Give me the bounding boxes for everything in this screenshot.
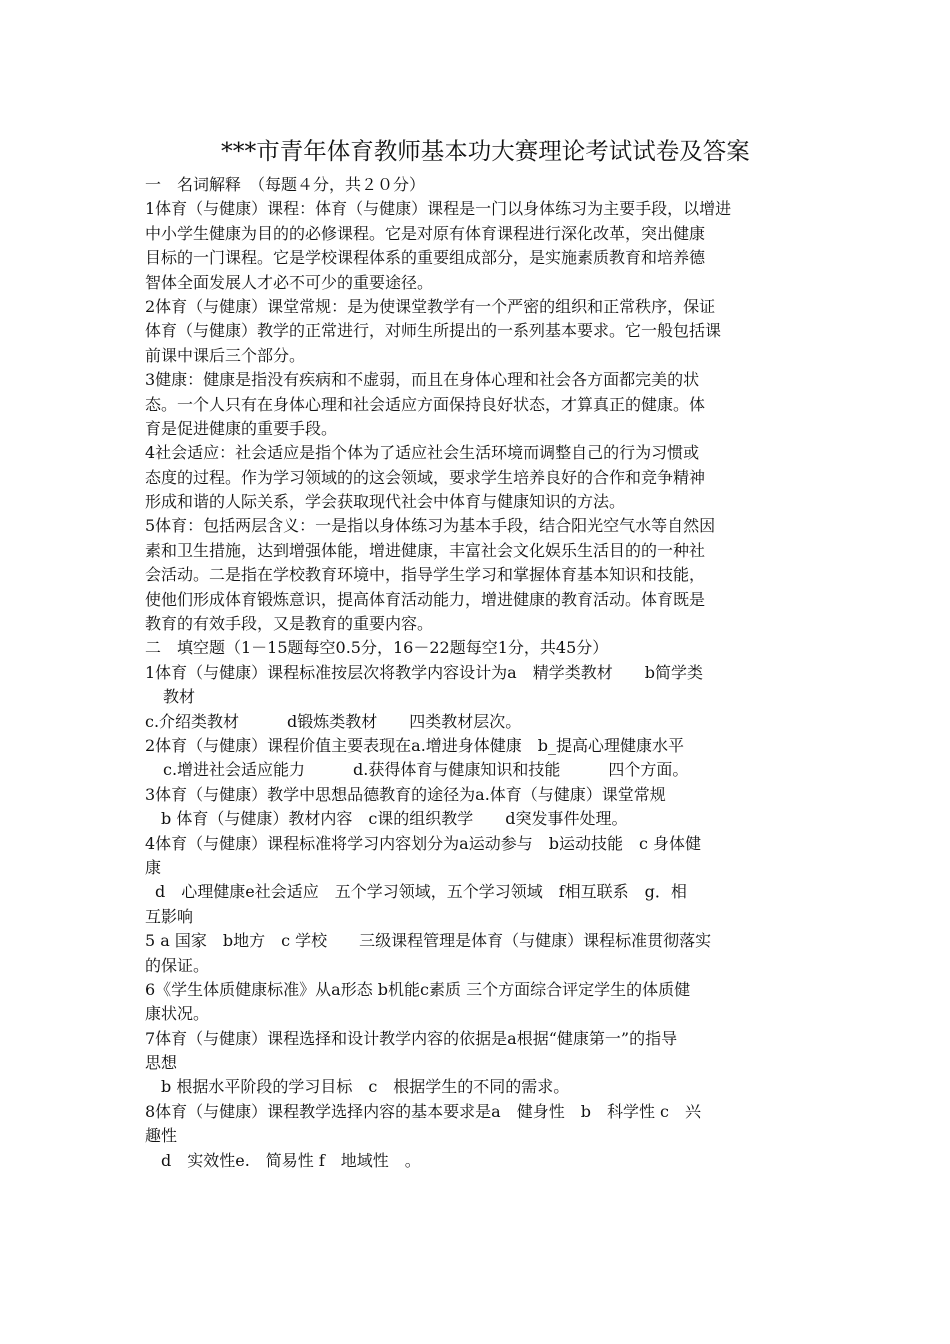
document-page (145, 135, 810, 1173)
question-line: 3体育（与健康）教学中思想品德教育的途径为a.体育（与健康）课堂常规 (145, 784, 666, 804)
paragraph-line: 2体育（与健康）课堂常规：是为使课堂教学有一个严密的组织和正常秩序，保证 (145, 296, 716, 316)
question-line: d 心理健康e社会适应 五个学习领域，五个学习领域 f相互联系 g．相 (155, 882, 687, 902)
question-line: 康 (145, 857, 162, 877)
paragraph-line: 态度的过程。作为学习领域的的这会领域，要求学生培养良好的合作和竞争精神 (145, 467, 706, 487)
paragraph-line: 目标的一门课程。它是学校课程体系的重要组成部分，是实施素质教育和培养德 (145, 248, 706, 268)
question-line: 1体育（与健康）课程标准按层次将教学内容设计为a 精学类教材 b简学类 (145, 662, 703, 682)
question-line: 6《学生体质健康标准》从a形态 b机能c素质 三个方面综合评定学生的体质健 (145, 979, 691, 999)
question-line: 的保证。 (145, 955, 210, 975)
question-line: 思想 (145, 1053, 178, 1073)
paragraph-line: 会活动。二是指在学校教育环境中，指导学生学习和掌握体育基本知识和技能， (145, 565, 706, 585)
question-line: c.增进社会适应能力 d.获得体育与健康知识和技能 四个方面。 (163, 760, 689, 780)
paragraph-line: 4社会适应：社会适应是指个体为了适应社会生活环境而调整自己的行为习惯或 (145, 443, 700, 463)
paragraph-line: 中小学生健康为目的的必修课程。它是对原有体育课程进行深化改革，突出健康 (145, 223, 706, 243)
paragraph-line: 育是促进健康的重要手段。 (145, 418, 338, 438)
question-line: 互影响 (145, 906, 194, 926)
paragraph-line: 5体育：包括两层含义：一是指以身体练习为基本手段，结合阳光空气水等自然因 (145, 516, 716, 536)
paragraph-line: 素和卫生措施，达到增强体能，增进健康，丰富社会文化娱乐生活目的的一种社 (145, 540, 706, 560)
document-title: ***市青年体育教师基本功大赛理论考试试卷及答案 (221, 137, 750, 165)
paragraph-line: 教育的有效手段，又是教育的重要内容。 (145, 614, 434, 634)
question-line: 2体育（与健康）课程价值主要表现在a.增进身体健康 b_提高心理健康水平 (145, 735, 685, 755)
paragraph-line: 前课中课后三个部分。 (145, 345, 306, 365)
section-heading-fill-in: 二 填空题（1－15题每空0.5分，16－22题每空1分，共45分） (145, 638, 609, 658)
paragraph-line: 使他们形成体育锻炼意识，提高体育活动能力，增进健康的教育活动。体育既是 (145, 589, 706, 609)
paragraph-line: 智体全面发展人才必不可少的重要途径。 (145, 272, 434, 292)
paragraph-line: 1体育（与健康）课程：体育（与健康）课程是一门以身体练习为主要手段，以增进 (145, 199, 732, 219)
question-line: 4体育（与健康）课程标准将学习内容划分为a运动参与 b运动技能 c 身体健 (145, 833, 702, 853)
question-line: 教材 (163, 687, 196, 707)
paragraph-line: 形成和谐的人际关系，学会获取现代社会中体育与健康知识的方法。 (145, 492, 626, 512)
paragraph-line: 体育（与健康）教学的正常进行，对师生所提出的一系列基本要求。它一般包括课 (145, 321, 722, 341)
question-line: d 实效性e. 简易性 f 地域性 。 (161, 1150, 421, 1170)
question-line: c.介绍类教材 d锻炼类教材 四类教材层次。 (145, 711, 522, 731)
question-line: 8体育（与健康）课程教学选择内容的基本要求是a 健身性 b 科学性 c 兴 (145, 1101, 702, 1121)
question-line: 康状况。 (145, 1004, 210, 1024)
question-line: 趣性 (145, 1126, 178, 1146)
document-body (145, 173, 810, 1173)
question-line: 5 a 国家 b地方 c 学校 三级课程管理是体育（与健康）课程标准贯彻落实 (145, 931, 712, 951)
section-heading-definitions: 一 名词解释 （每题４分，共２０分） (145, 175, 426, 194)
paragraph-line: 3健康：健康是指没有疾病和不虚弱，而且在身体心理和社会各方面都完美的状 (145, 370, 700, 390)
question-line: b 体育（与健康）教材内容 c课的组织教学 d突发事件处理。 (161, 809, 628, 829)
paragraph-line: 态。一个人只有在身体心理和社会适应方面保持良好状态，才算真正的健康。体 (145, 394, 706, 414)
question-line: b 根据水平阶段的学习目标 c 根据学生的不同的需求。 (161, 1077, 570, 1097)
question-line: 7体育（与健康）课程选择和设计教学内容的依据是a根据“健康第一”的指导 (145, 1028, 678, 1048)
